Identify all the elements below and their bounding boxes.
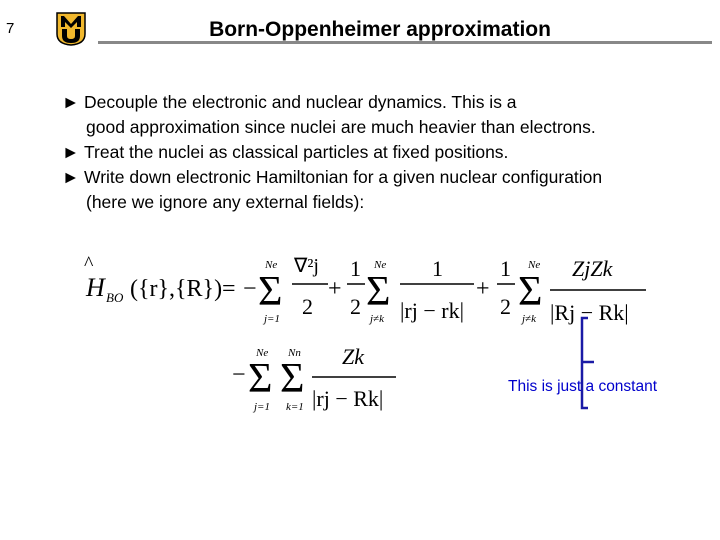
eq-hat: ^ xyxy=(84,253,94,275)
eq-plus: + xyxy=(328,276,342,302)
eq-sum-lower: k=1 xyxy=(286,401,304,413)
eq-sum: Σ xyxy=(280,356,305,402)
bullet-marker: ► xyxy=(62,92,80,112)
eq-plus: + xyxy=(476,276,490,302)
bullet-marker: ► xyxy=(62,167,80,187)
eq-charge: Zk xyxy=(342,344,364,369)
eq-laplacian: ∇²j xyxy=(294,255,319,277)
eq-minus: − xyxy=(243,276,257,302)
eq-sum: Σ xyxy=(366,269,391,315)
eq-minus: − xyxy=(232,362,246,388)
eq-electron-nucleus-distance: |rj − Rk| xyxy=(312,386,384,411)
eq-sum-lower: j≠k xyxy=(370,313,384,325)
eq-numerator-1: 1 xyxy=(500,256,511,281)
eq-nuclear-distance: |Rj − Rk| xyxy=(550,300,629,325)
eq-subscript-BO: BO xyxy=(106,290,124,305)
eq-electron-distance: |rj − rk| xyxy=(400,298,464,323)
slide-title: Born-Oppenheimer approximation xyxy=(209,18,551,41)
constant-annotation: This is just a constant xyxy=(508,378,658,395)
bullet-text: Write down electronic Hamiltonian for a given nuclear configuration xyxy=(84,167,603,187)
eq-denominator-2: 2 xyxy=(350,294,361,319)
eq-charge-product: ZjZk xyxy=(572,256,613,281)
bullet-text: Treat the nuclei as classical particles at fixed positions. xyxy=(84,142,509,162)
eq-equals: = xyxy=(222,276,236,302)
eq-sum-lower: j=1 xyxy=(254,401,270,413)
eq-numerator-1: 1 xyxy=(350,256,361,281)
eq-denominator-2: 2 xyxy=(302,294,313,319)
eq-arguments: ({r},{R}) xyxy=(130,276,223,302)
eq-sum: Σ xyxy=(518,269,543,315)
eq-sum-upper: Ne xyxy=(528,259,541,271)
bullet-text: good approximation since nuclei are much heavier than electrons. xyxy=(86,117,596,137)
eq-sum-upper: Ne xyxy=(265,259,278,271)
bullet-text: (here we ignore any external fields): xyxy=(86,192,365,212)
eq-sum: Σ xyxy=(248,356,273,402)
eq-sum-upper: Ne xyxy=(374,259,387,271)
slide-number: 7 xyxy=(6,20,15,37)
eq-H: H xyxy=(86,273,105,302)
eq-denominator-2: 2 xyxy=(500,294,511,319)
eq-sum-upper: Nn xyxy=(288,347,301,359)
eq-sum-lower: j≠k xyxy=(522,313,536,325)
bullet-text: Decouple the electronic and nuclear dynamics. This is a xyxy=(84,92,517,112)
bullet-marker: ► xyxy=(62,142,80,162)
eq-sum-upper: Ne xyxy=(256,347,269,359)
eq-numerator-1: 1 xyxy=(432,256,443,281)
eq-sum: Σ xyxy=(258,269,283,315)
eq-sum-lower: j=1 xyxy=(264,313,280,325)
